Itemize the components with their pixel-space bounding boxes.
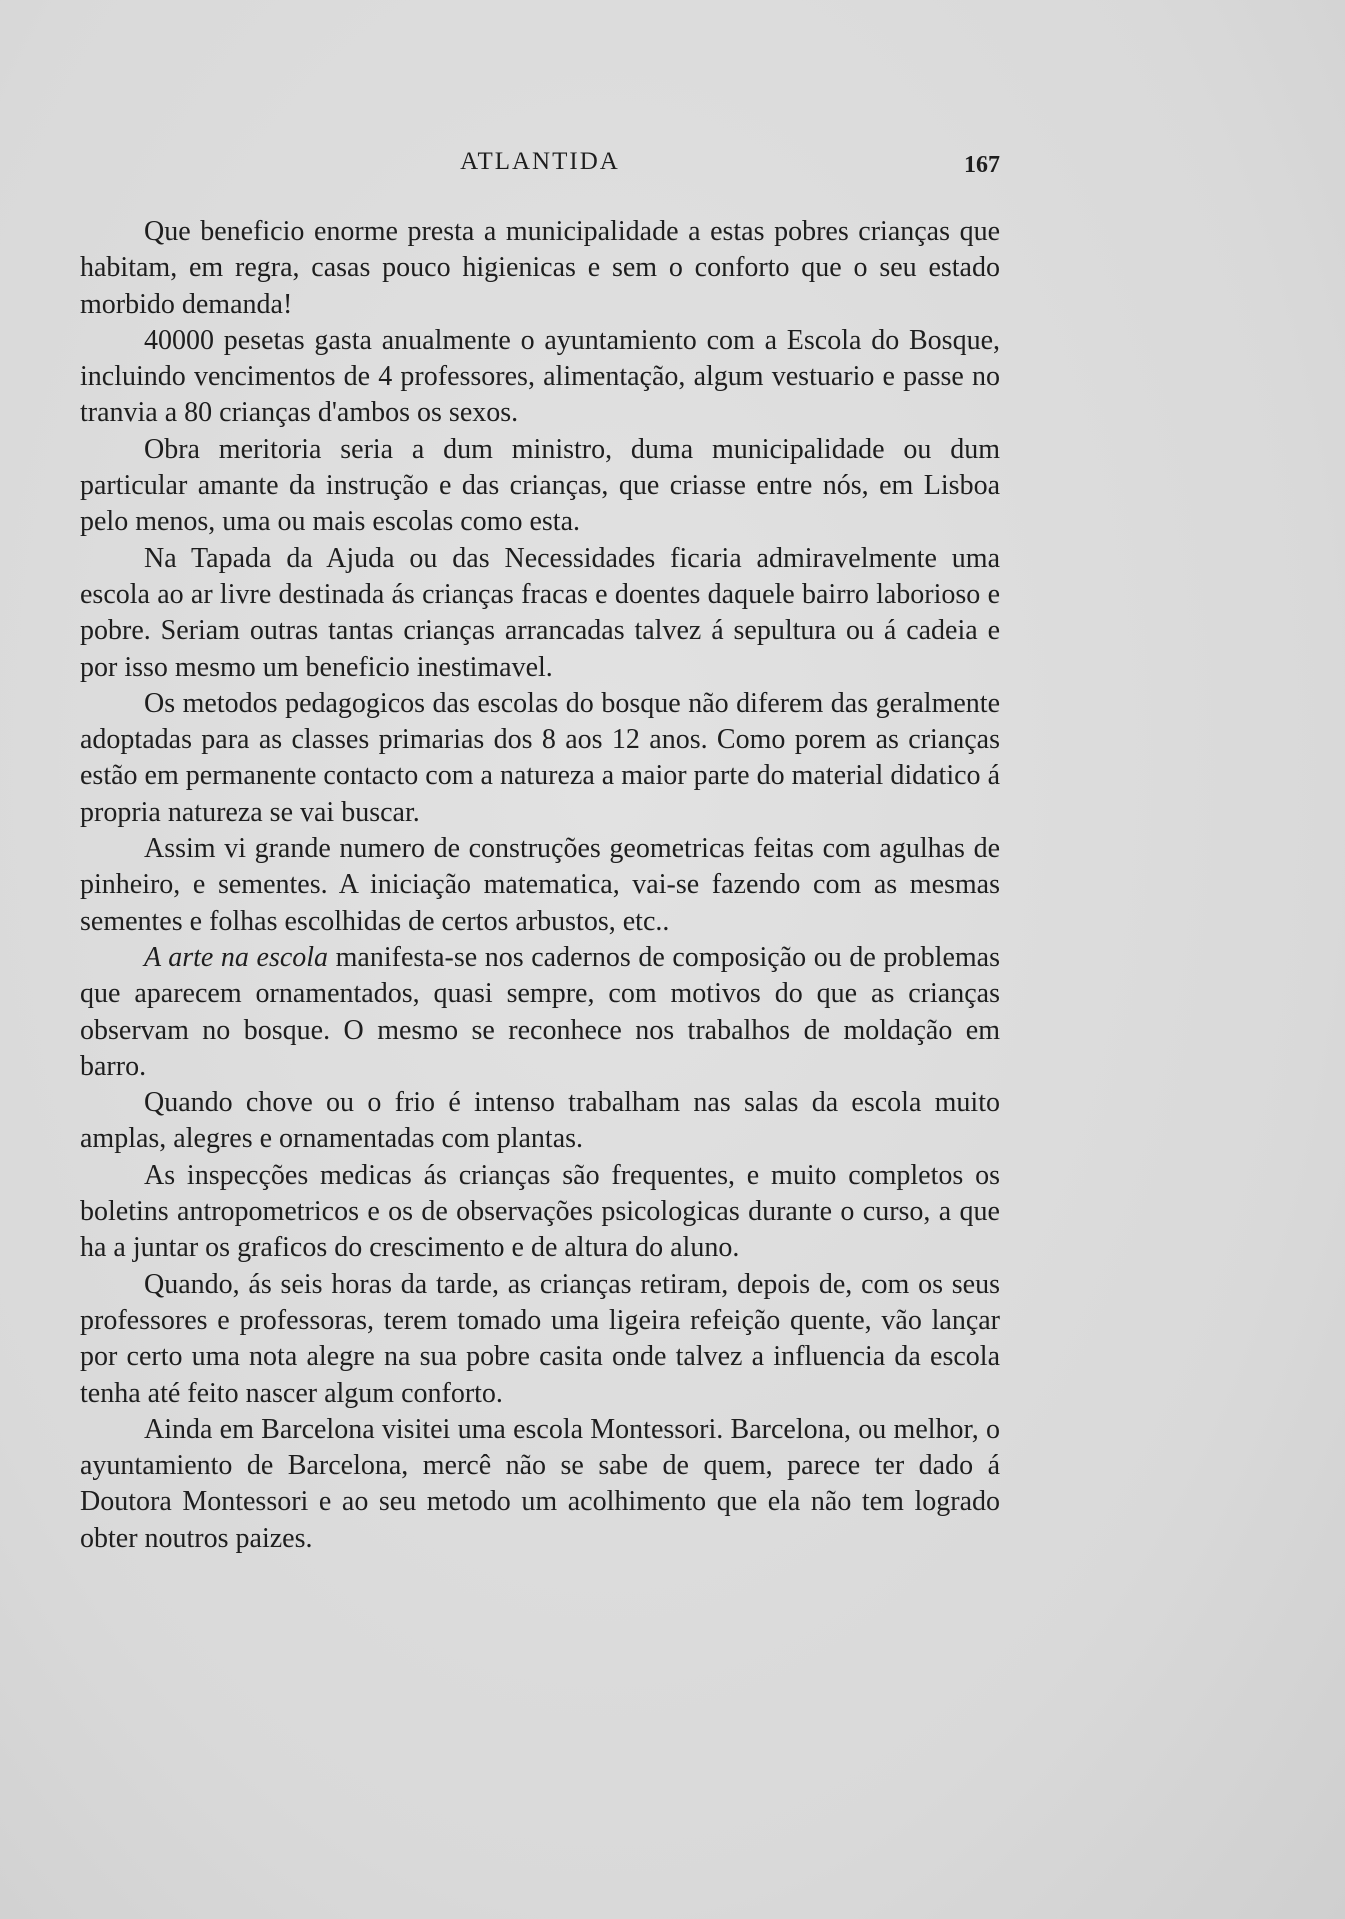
page-number: 167 bbox=[964, 152, 1000, 178]
paragraph: Que beneficio enorme presta a municipalidade a estas pobres crianças que habitam, em regra, casas pouco higienicas e sem o conforto que o seu estado morbido demanda! bbox=[80, 216, 1000, 320]
paragraph: As inspecções medicas ás crianças são frequentes, e muito completos os boletins antropometricos e os de observações psicologicas durante o curso, a que ha a juntar os graficos do crescimento e de altura do aluno. bbox=[80, 1159, 1000, 1264]
page-header bbox=[80, 148, 1000, 184]
paragraph bbox=[80, 940, 1000, 1085]
paragraph: Quando, ás seis horas da tarde, as crianças retiram, depois de, com os seus professores e professoras, terem tomado uma ligeira refeição quente, vão lançar por certo uma nota alegre na sua pobre casita onde talvez a influencia da escola tenha até feito nascer algum conforto. bbox=[80, 1268, 1000, 1409]
paragraph: Assim vi grande numero de construções geometricas feitas com agulhas de pinheiro, e sementes. A iniciação matematica, vai-se fazendo com as mesmas sementes e folhas escolhidas de certos arbustos, etc.. bbox=[80, 833, 1000, 937]
paragraph: 40000 pesetas gasta anualmente o ayuntamiento com a Escola do Bosque, incluindo vencimentos de 4 professores, alimentação, algum vestuario e passe no tranvia a 80 crianças d'ambos os sexos. bbox=[80, 324, 1000, 429]
paragraph-text: manifesta-se nos cadernos de composição ou de problemas que aparecem ornamentados, quasi sempre, com motivos do que as crianças observam no bosque. O mesmo se reconhece nos trabalhos de moldação em barro. bbox=[80, 941, 1000, 1082]
paragraph: Na Tapada da Ajuda ou das Necessidades ficaria admiravelmente uma escola ao ar livre destinada ás crianças fracas e doentes daquele bairro laborioso e pobre. Seriam outras tantas crianças arrancadas talvez á sepultura ou á cadeia e por isso mesmo um beneficio inestimavel. bbox=[80, 542, 1000, 683]
paragraph: Obra meritoria seria a dum ministro, duma municipalidade ou dum particular amante da instrução e das crianças, que criasse entre nós, em Lisboa pelo menos, uma ou mais escolas como esta. bbox=[80, 433, 1000, 538]
paragraph: Ainda em Barcelona visitei uma escola Montessori. Barcelona, ou melhor, o ayuntamiento de Barcelona, mercê não se sabe de quem, parece ter dado á Doutora Montessori e ao seu metodo um acolhimento que ela não tem logrado obter noutros paizes. bbox=[80, 1413, 1000, 1554]
paragraph: Os metodos pedagogicos das escolas do bosque não diferem das geralmente adoptadas para as classes primarias dos 8 aos 12 anos. Como porem as crianças estão em permanente contacto com a natureza a maior parte do material didatico á propria natureza se vai buscar. bbox=[80, 687, 1000, 828]
paragraph: Quando chove ou o frio é intenso trabalham nas salas da escola muito amplas, alegres e ornamentadas com plantas. bbox=[80, 1087, 1000, 1155]
body-text bbox=[80, 214, 1000, 1557]
running-title: ATLANTIDA bbox=[460, 148, 620, 175]
italic-phrase: A arte na escola bbox=[144, 941, 329, 973]
